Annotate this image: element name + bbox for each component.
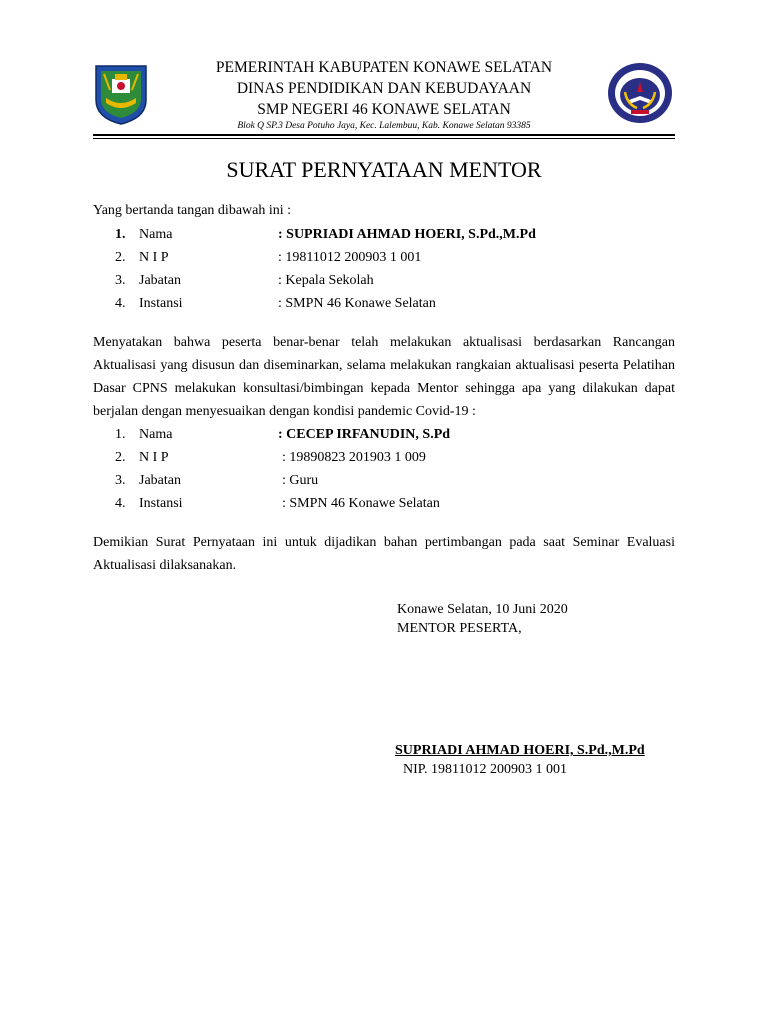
row-number: 2. <box>115 450 126 465</box>
header-department: DINAS PENDIDIKAN DAN KEBUDAYAAN <box>236 80 532 97</box>
header-divider-thick <box>93 134 675 136</box>
signature-place-date: Konawe Selatan, 10 Juni 2020 <box>397 602 568 617</box>
row-label: Nama <box>139 427 173 442</box>
row-number: 3. <box>115 273 126 288</box>
row-value: : Kepala Sekolah <box>278 273 374 288</box>
header-school: SMP NEGERI 46 KONAWE SELATAN <box>257 101 511 118</box>
signature-role: MENTOR PESERTA, <box>397 621 522 636</box>
signature-name: SUPRIADI AHMAD HOERI, S.Pd.,M.Pd <box>395 743 645 758</box>
participant-row-institution <box>93 492 675 515</box>
header-divider-thin <box>93 138 675 139</box>
intro-text: Yang bertanda tangan dibawah ini : <box>93 203 292 218</box>
mentor-row-nip <box>93 246 675 269</box>
row-value: : SUPRIADI AHMAD HOERI, S.Pd.,M.Pd <box>278 227 536 242</box>
participant-row-name <box>93 423 675 446</box>
row-value: : SMPN 46 Konawe Selatan <box>282 496 440 511</box>
participant-row-nip <box>93 446 675 469</box>
mentor-row-position <box>93 269 675 292</box>
mentor-row-name <box>93 223 675 246</box>
row-label: N I P <box>139 250 169 265</box>
mentor-row-institution <box>93 292 675 315</box>
row-label: N I P <box>139 450 169 465</box>
row-number: 4. <box>115 496 126 511</box>
row-number: 2. <box>115 250 126 265</box>
row-value: : 19811012 200903 1 001 <box>278 250 422 265</box>
header-government: PEMERINTAH KABUPATEN KONAWE SELATAN <box>215 59 553 76</box>
row-value: : 19890823 201903 1 009 <box>282 450 426 465</box>
row-label: Instansi <box>139 296 183 311</box>
row-label: Jabatan <box>139 473 181 488</box>
row-number: 1. <box>115 227 126 242</box>
row-value: : CECEP IRFANUDIN, S.Pd <box>278 427 451 442</box>
document-title: SURAT PERNYATAAN MENTOR <box>226 157 542 182</box>
row-label: Instansi <box>139 496 183 511</box>
row-number: 4. <box>115 296 126 311</box>
row-value: : SMPN 46 Konawe Selatan <box>278 296 436 311</box>
row-label: Nama <box>139 227 173 242</box>
row-number: 1. <box>115 427 126 442</box>
participant-row-position <box>93 469 675 492</box>
statement-paragraph: Menyatakan bahwa peserta benar-benar telah melakukan aktualisasi berdasarkan Rancangan Aktualisasi yang disusun dan diseminarkan, selama melakukan rangkaian aktualisasi peserta Pelatihan Dasar CPNS melakukan konsultasi/bimbingan kepada Mentor sehingga apa yang dilakukan dapat berjalan dengan menyesuaikan dengan kondisi pandemic Covid-19 : <box>93 335 675 419</box>
regency-emblem-logo <box>92 60 150 126</box>
closing-paragraph: Demikian Surat Pernyataan ini untuk dijadikan bahan pertimbangan pada saat Seminar Evaluasi Aktualisasi dilaksanakan. <box>93 535 675 573</box>
row-number: 3. <box>115 473 126 488</box>
header-address: Blok Q SP.3 Desa Potuho Jaya, Kec. Lalembuu, Kab. Konawe Selatan 93385 <box>237 121 531 131</box>
row-label: Jabatan <box>139 273 181 288</box>
row-value: : Guru <box>282 473 319 488</box>
signature-nip: NIP. 19811012 200903 1 001 <box>403 762 567 777</box>
